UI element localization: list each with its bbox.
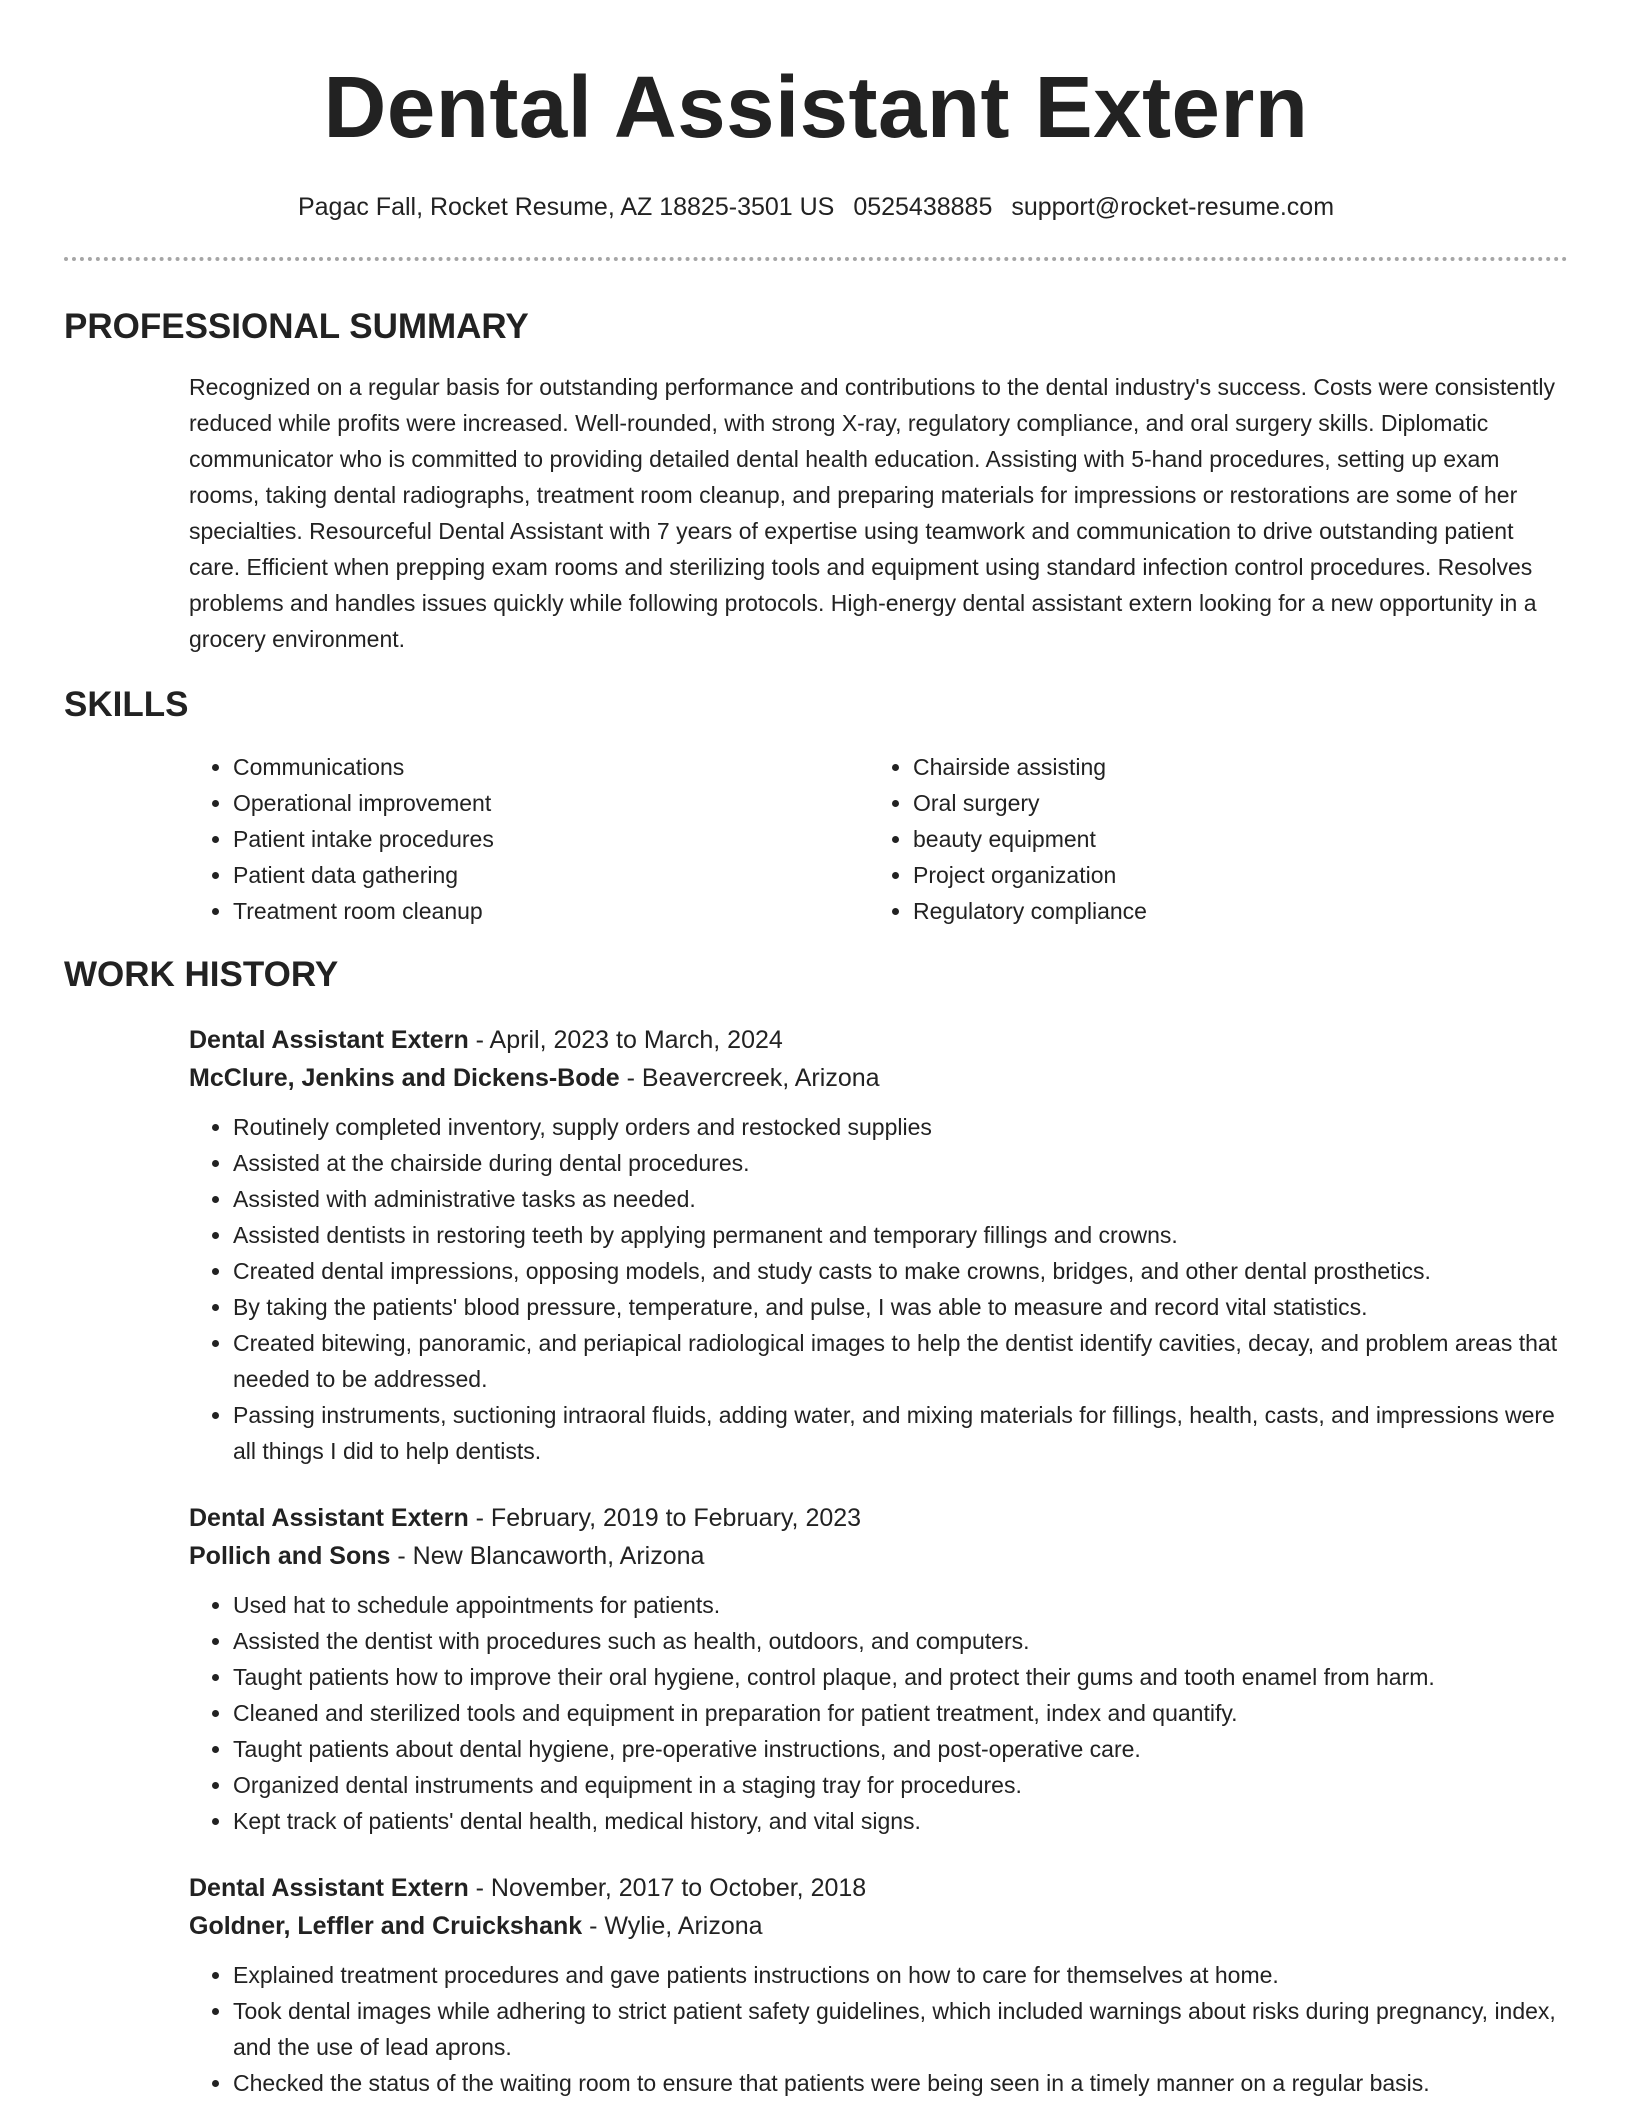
summary-heading: PROFESSIONAL SUMMARY	[64, 307, 529, 346]
job-dates: - April, 2023 to March, 2024	[468, 1026, 783, 1054]
job-company: Goldner, Leffler and Cruickshank	[189, 1912, 583, 1940]
skills-heading: SKILLS	[64, 685, 189, 724]
job-bullets	[189, 1109, 1568, 1469]
job-location: - New Blancaworth, Arizona	[390, 1542, 705, 1570]
job-bullets	[189, 1587, 1568, 1839]
summary-text: Recognized on a regular basis for outstanding performance and contributions to the dental industry's success. Costs were consistently reduced while profits were increased. Well-rounded, with strong X-ray, regulatory compliance, and oral surgery skills. Diplomatic communicator who is committed to providing detailed dental health education. Assisting with 5-hand procedures, setting up exam rooms, taking dental radiographs, treatment room cleanup, and preparing materials for impressions or restorations are some of her specialties. Resourceful Dental Assistant with 7 years of expertise using teamwork and communication to drive outstanding patient care. Efficient when prepping exam rooms and sterilizing tools and equipment using standard infection control procedures. Resolves problems and handles issues quickly while following protocols. High-energy dental assistant extern looking for a new opportunity in a grocery environment.	[189, 374, 1555, 652]
job-bullet: • Passing instruments, suctioning intraoral fluids, adding water, and mixing materials for fillings, health, casts, and impressions were all things I did to help dentists.	[233, 1397, 1568, 1469]
job-bullet: • Routinely completed inventory, supply orders and restocked supplies	[233, 1109, 1568, 1145]
contact-phone: 0525438885	[853, 193, 993, 221]
job-entry	[189, 1499, 1568, 1839]
job-bullet: • Taught patients how to improve their oral hygiene, control plaque, and protect their gums and tooth enamel from harm.	[233, 1659, 1568, 1695]
skills-list	[189, 749, 1568, 929]
job-bullet: • Assisted dentists in restoring teeth by applying permanent and temporary fillings and crowns.	[233, 1217, 1568, 1253]
job-entry	[189, 1021, 1568, 1469]
job-location: - Beavercreek, Arizona	[619, 1064, 880, 1092]
job-bullet: • Organized dental instruments and equipment in a staging tray for procedures.	[233, 1767, 1568, 1803]
job-dates: - November, 2017 to October, 2018	[468, 1874, 867, 1902]
resume-name: Dental Assistant Extern	[323, 59, 1309, 156]
job-bullet: • Taught patients about dental hygiene, pre-operative instructions, and post-operative care.	[233, 1731, 1568, 1767]
skills-column-left	[189, 749, 869, 929]
job-bullet: • Explained treatment procedures and gave patients instructions on how to care for themselves at home.	[233, 1957, 1568, 1993]
job-bullet: • Used hat to schedule appointments for patients.	[233, 1587, 1568, 1623]
work-history-heading: WORK HISTORY	[64, 955, 339, 994]
skill-item: • Patient data gathering	[233, 857, 869, 893]
job-bullet: • Created bitewing, panoramic, and periapical radiological images to help the dentist identify cavities, decay, and problem areas that needed to be addressed.	[233, 1325, 1568, 1397]
skill-item: • Chairside assisting	[913, 749, 1549, 785]
header-divider	[64, 257, 1568, 261]
job-bullet: • Created dental impressions, opposing models, and study casts to make crowns, bridges, and other dental prosthetics.	[233, 1253, 1568, 1289]
job-role: Dental Assistant Extern	[189, 1504, 469, 1532]
job-company-line	[189, 1537, 1568, 1575]
job-title-line	[189, 1021, 1568, 1059]
job-role: Dental Assistant Extern	[189, 1874, 469, 1902]
job-title-line	[189, 1869, 1568, 1907]
job-bullet: • By taking the patients' blood pressure, temperature, and pulse, I was able to measure and record vital statistics.	[233, 1289, 1568, 1325]
job-bullet: • Assisted with administrative tasks as needed.	[233, 1181, 1568, 1217]
job-company: McClure, Jenkins and Dickens-Bode	[189, 1064, 620, 1092]
job-company-line	[189, 1059, 1568, 1097]
skill-item: • Communications	[233, 749, 869, 785]
job-location: - Wylie, Arizona	[582, 1912, 763, 1940]
skill-item: • Treatment room cleanup	[233, 893, 869, 929]
contact-email: support@rocket-resume.com	[1011, 193, 1335, 221]
skill-item: • beauty equipment	[913, 821, 1549, 857]
job-bullet: • Assisted at the chairside during dental procedures.	[233, 1145, 1568, 1181]
job-entry	[189, 1869, 1568, 2101]
job-bullet: • Cleaned and sterilized tools and equipment in preparation for patient treatment, index and quantify.	[233, 1695, 1568, 1731]
job-title-line	[189, 1499, 1568, 1537]
job-bullet: • Checked the status of the waiting room to ensure that patients were being seen in a timely manner on a regular basis.	[233, 2065, 1568, 2101]
job-bullet: • Kept track of patients' dental health, medical history, and vital signs.	[233, 1803, 1568, 1839]
contact-line	[64, 190, 1568, 224]
job-bullet: • Took dental images while adhering to strict patient safety guidelines, which included warnings about risks during pregnancy, index, and the use of lead aprons.	[233, 1993, 1568, 2065]
resume-page	[64, 0, 1568, 2101]
job-bullet: • Assisted the dentist with procedures such as health, outdoors, and computers.	[233, 1623, 1568, 1659]
contact-address: Pagac Fall, Rocket Resume, AZ 18825-3501 US	[297, 193, 835, 221]
skills-column-right	[869, 749, 1549, 929]
job-role: Dental Assistant Extern	[189, 1026, 469, 1054]
skill-item: • Patient intake procedures	[233, 821, 869, 857]
skill-item: • Project organization	[913, 857, 1549, 893]
job-dates: - February, 2019 to February, 2023	[468, 1504, 862, 1532]
skill-item: • Regulatory compliance	[913, 893, 1549, 929]
job-company: Pollich and Sons	[189, 1542, 391, 1570]
skill-item: • Operational improvement	[233, 785, 869, 821]
job-bullets	[189, 1957, 1568, 2101]
skill-item: • Oral surgery	[913, 785, 1549, 821]
job-company-line	[189, 1907, 1568, 1945]
